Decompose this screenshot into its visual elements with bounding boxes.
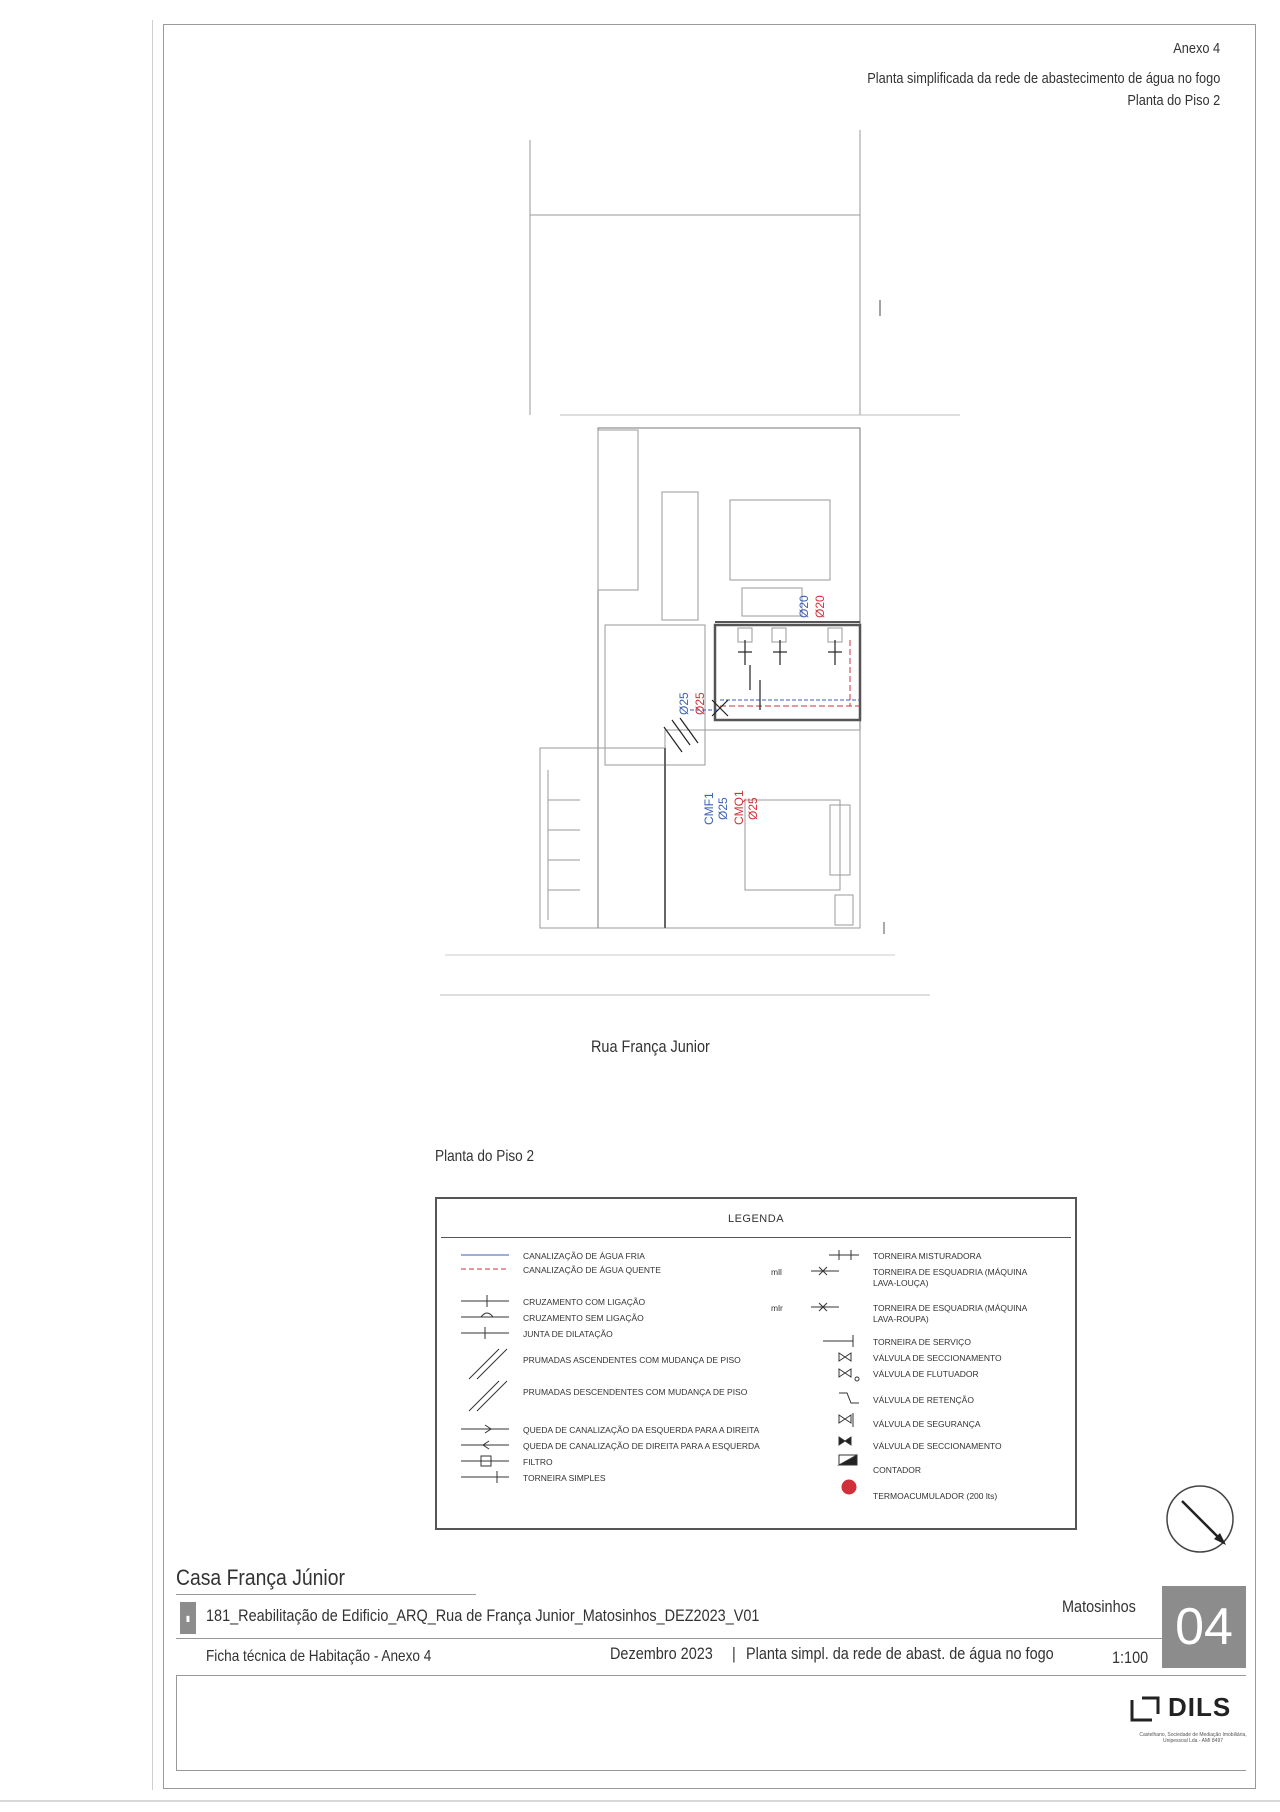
- legend-safety-valve: VÁLVULA DE SEGURANÇA: [873, 1419, 981, 1429]
- legend-filter: FILTRO: [523, 1457, 553, 1467]
- legend-check-valve: VÁLVULA DE RETENÇÃO: [873, 1395, 974, 1405]
- title-divider: [176, 1638, 1162, 1639]
- legend-simple-tap: TORNEIRA SIMPLES: [523, 1473, 606, 1483]
- logo-mark-icon: [1128, 1694, 1162, 1724]
- legend-expansion-joint: JUNTA DE DILATAÇÃO: [523, 1329, 613, 1339]
- legend-cold-water: CANALIZAÇÃO DE ÁGUA FRIA: [523, 1251, 645, 1261]
- document-type: Ficha técnica de Habitação - Anexo 4: [206, 1648, 432, 1665]
- logo-text: DILS: [1168, 1692, 1232, 1722]
- legend-symbol-mll: mll: [771, 1267, 782, 1277]
- page-edge: [0, 1800, 1280, 1802]
- scale: 1:100: [1112, 1648, 1149, 1667]
- label-cmf1-d25: Ø25: [716, 797, 730, 820]
- floor-label: Planta do Piso 2: [1127, 92, 1220, 109]
- legend-left-symbols: [459, 1249, 519, 1499]
- date-separator: |: [732, 1644, 736, 1663]
- legend-right-symbols: [809, 1247, 869, 1497]
- label-blue-d20: Ø20: [797, 595, 811, 618]
- date: Dezembro 2023: [610, 1644, 713, 1663]
- legend-descending-risers: PRUMADAS DESCENDENTES COM MUDANÇA DE PISO: [523, 1387, 748, 1397]
- legend-meter: CONTADOR: [873, 1465, 922, 1475]
- file-name: 181_Reabilitação de Edificio_ARQ_Rua de França Junior_Matosinhos_DEZ2023_V01: [206, 1606, 760, 1625]
- label-red-d20: Ø20: [813, 595, 827, 618]
- location: Matosinhos: [1062, 1597, 1136, 1616]
- north-arrow-icon: [1164, 1483, 1236, 1555]
- sheet-number: 04: [1162, 1586, 1246, 1668]
- legend-washing-machine-tap: TORNEIRA DE ESQUADRIA (MÁQUINA LAVA-ROUPA): [873, 1303, 1027, 1324]
- legend-dishwasher-tap: TORNEIRA DE ESQUADRIA (MÁQUINA LAVA-LOUÇA): [873, 1267, 1027, 1288]
- project-title: Casa França Júnior: [176, 1565, 345, 1590]
- legend-mixer-tap: TORNEIRA MISTURADORA: [873, 1251, 982, 1261]
- legend-symbol-mlr: mlr: [771, 1303, 783, 1313]
- legend-water-heater: TERMOACUMULADOR (200 lts): [873, 1491, 998, 1501]
- company-logo: [1128, 1692, 1247, 1752]
- legend-cross-unconnected: CRUZAMENTO SEM LIGAÇÃO: [523, 1313, 644, 1323]
- file-tab-marker: ▮: [180, 1602, 196, 1634]
- legend-cross-connected: CRUZAMENTO COM LIGAÇÃO: [523, 1297, 646, 1307]
- label-blue-d25: Ø25: [677, 692, 691, 715]
- legend-service-tap: TORNEIRA DE SERVIÇO: [873, 1337, 971, 1347]
- legend-title: LEGENDA: [727, 1213, 785, 1225]
- legend-hot-water: CANALIZAÇÃO DE ÁGUA QUENTE: [523, 1265, 661, 1275]
- label-cmf1: CMF1: [702, 792, 716, 825]
- sheet-title: Planta simplificada da rede de abastecimento de água no fogo: [866, 70, 1220, 87]
- title-block-top: [176, 1675, 1246, 1676]
- legend-box: [435, 1197, 1077, 1530]
- legend-isolation-valve: VÁLVULA DE SECCIONAMENTO: [873, 1353, 1002, 1363]
- label-cmq1: CMQ1: [732, 790, 746, 825]
- label-cmq1-d25: Ø25: [746, 797, 760, 820]
- plan-title: Planta do Piso 2: [435, 1148, 535, 1165]
- drawing-title: Planta simpl. da rede de abast. de água no fogo: [746, 1644, 1054, 1663]
- legend-isolation-valve-2: VÁLVULA DE SECCIONAMENTO: [873, 1441, 1002, 1451]
- title-underline: [176, 1594, 476, 1595]
- legend-ascending-risers: PRUMADAS ASCENDENTES COM MUDANÇA DE PISO: [523, 1355, 741, 1365]
- legend-drop-right-left: QUEDA DE CANALIZAÇÃO DE DIREITA PARA A ESQUERDA: [523, 1441, 760, 1451]
- title-block-bottom: [176, 1770, 1246, 1771]
- legend-float-valve: VÁLVULA DE FLUTUADOR: [873, 1369, 979, 1379]
- legend-divider: [441, 1237, 1071, 1238]
- logo-subtitle: Castelhano, Sociedade de Mediação Imobiliária, Unipessoal Lda - AMI 8497: [1139, 1732, 1247, 1744]
- title-block-left: [176, 1675, 177, 1770]
- label-red-d25: Ø25: [693, 692, 707, 715]
- street-name: Rua França Junior: [591, 1037, 710, 1056]
- legend-drop-left-right: QUEDA DE CANALIZAÇÃO DA ESQUERDA PARA A DIREITA: [523, 1425, 760, 1435]
- annex-label: Anexo 4: [1173, 40, 1220, 57]
